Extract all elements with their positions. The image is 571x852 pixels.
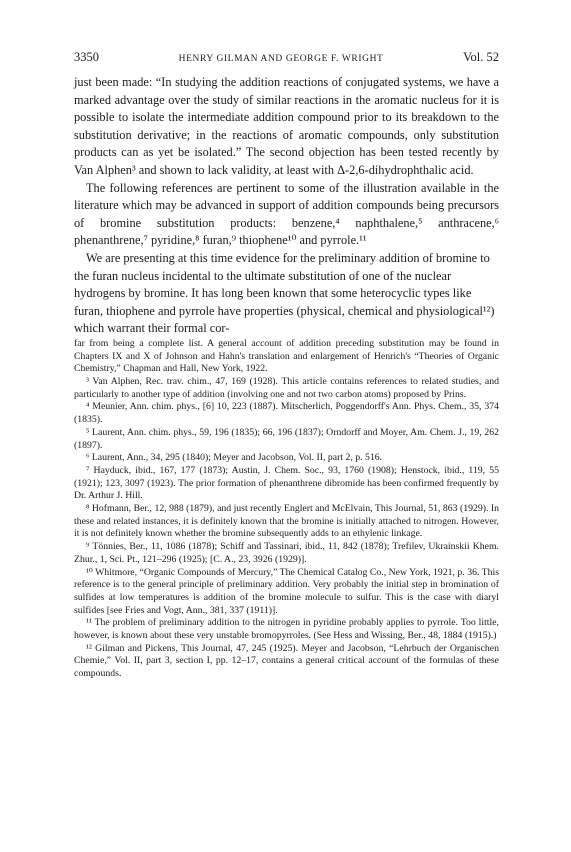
running-title: HENRY GILMAN AND GEORGE F. WRIGHT: [178, 54, 384, 64]
footnote-12: ¹² Gilman and Pickens, This Journal, 47, 245 (1925). Meyer and Jacobson, “Lehrbuch der Organischen Chemie,” Vol. II, part 3, section I, pp. 12–17, contains a general critical account of the formulas of these compounds.: [74, 642, 499, 680]
footnote-5: ⁵ Laurent, Ann. chim. phys., 59, 196 (1835); 66, 196 (1837); Orndorff and Moyer, Am. Chem. J., 19, 262 (1897).: [74, 426, 499, 451]
volume-label: Vol. 52: [463, 50, 499, 64]
footnote-6: ⁶ Laurent, Ann., 34, 295 (1840); Meyer and Jacobson, Vol. II, part 2, p. 516.: [86, 452, 383, 464]
footnote-4: ⁴ Meunier, Ann. chim. phys., [6] 10, 223 (1887). Mitscherlich, Poggendorff's Ann. Phys. Chem., 35, 374 (1835).: [74, 401, 499, 426]
footnote-10: ¹⁰ Whitmore, “Organic Compounds of Mercury,” The Chemical Catalog Co., New York, 1921, p. 36. This reference is to the general principle of preliminary addition. Very probably the initial step in bromination of sulfides at low temperatures is addition of the bromine molecule to sulfur. This is the case with diaryl sulfides [see Fries and Vogt, Ann., 381, 337 (1911)].: [74, 566, 499, 616]
footnote-9: ⁹ Tönnies, Ber., 11, 1086 (1878); Schiff and Tassinari, ibid., 11, 842 (1878); Trefilev, Ukrainskii Khem. Zhur., 1, Sci. Pt., 121–296 (1925); [C. A., 23, 3926 (1929)].: [74, 541, 499, 565]
footnote-3: ³ Van Alphen, Rec. trav. chim., 47, 169 (1928). This article contains references to related studies, and particularly to another type of addition (involving one and not two carbon atoms) proposed by Prins.: [74, 376, 499, 400]
paragraph-quotation: just been made: “In studying the addition reactions of conjugated systems, we have a marked advantage over the study of similar reactions in the aromatic nucleus for it is possible to isolate the intermediate addition compound prior to its breakdown to the substitution derivative; in the reactions of aromatic compounds, only substitution products can as yet be isolated.” The second objection has been tested recently by Van Alphen³ and shown to lack validity, at least with Δ-2,6-dihydrophthalic acid.: [74, 75, 499, 177]
footnote-carryover: far from being a complete list. A general account of addition preceding substitution may be found in Chapters IX and X of Johnson and Hahn's translation and enlargement of Henrich's “Theories of Organic Chemistry,” Chapman and Hall, New York, 1922.: [74, 337, 499, 375]
footnote-7: ⁷ Hayduck, ibid., 167, 177 (1873); Austin, J. Chem. Soc., 93, 1760 (1908); Henstock, ibid., 119, 55 (1921); 123, 3097 (1923). The prior formation of phenanthrene dibromide has been confirmed frequently by Dr. Arthur J. Hill.: [74, 464, 499, 502]
journal-page: [74, 50, 499, 681]
paragraph-references: The following references are pertinent to some of the illustration available in the literature which may be advanced in support of addition compounds being precursors of bromine substitution products: benzene,⁴ naphthalene,⁵ anthracene,⁶ phenanthrene,⁷ pyridine,⁸ furan,⁹ thiophene¹⁰ and pyrrole.¹¹: [74, 180, 499, 248]
footnote-8: ⁸ Hofmann, Ber., 12, 988 (1879), and just recently Englert and McElvain, This Journal, 51, 863 (1929). In these and related instances, it is definitely known that the bromine is initially attached to nitrogen. However, it is not definitely known whether the bromine subsequently adds to an ethylenic linkage.: [74, 503, 499, 540]
footnote-11: ¹¹ The problem of preliminary addition to the nitrogen in pyridine probably applies to pyrrole. Too little, however, is known about these very unstable bromopyrroles. (See Hess and Wissing, Ber., 48, 1884 (1915).): [74, 617, 499, 642]
footnotes: [74, 338, 499, 681]
main-text: [74, 74, 499, 338]
paragraph-evidence: We are presenting at this time evidence for the preliminary addition of bromine to the furan nucleus incidental to the ultimate substitution of one of the nuclear hydrogens by bromine. It has long been known that some heterocyclic types like furan, thiophene and pyrrole have properties (physical, chemical and physiological¹²) which warrant their formal cor-: [74, 250, 495, 336]
page-header: [74, 50, 499, 65]
page-number: 3350: [74, 50, 99, 64]
